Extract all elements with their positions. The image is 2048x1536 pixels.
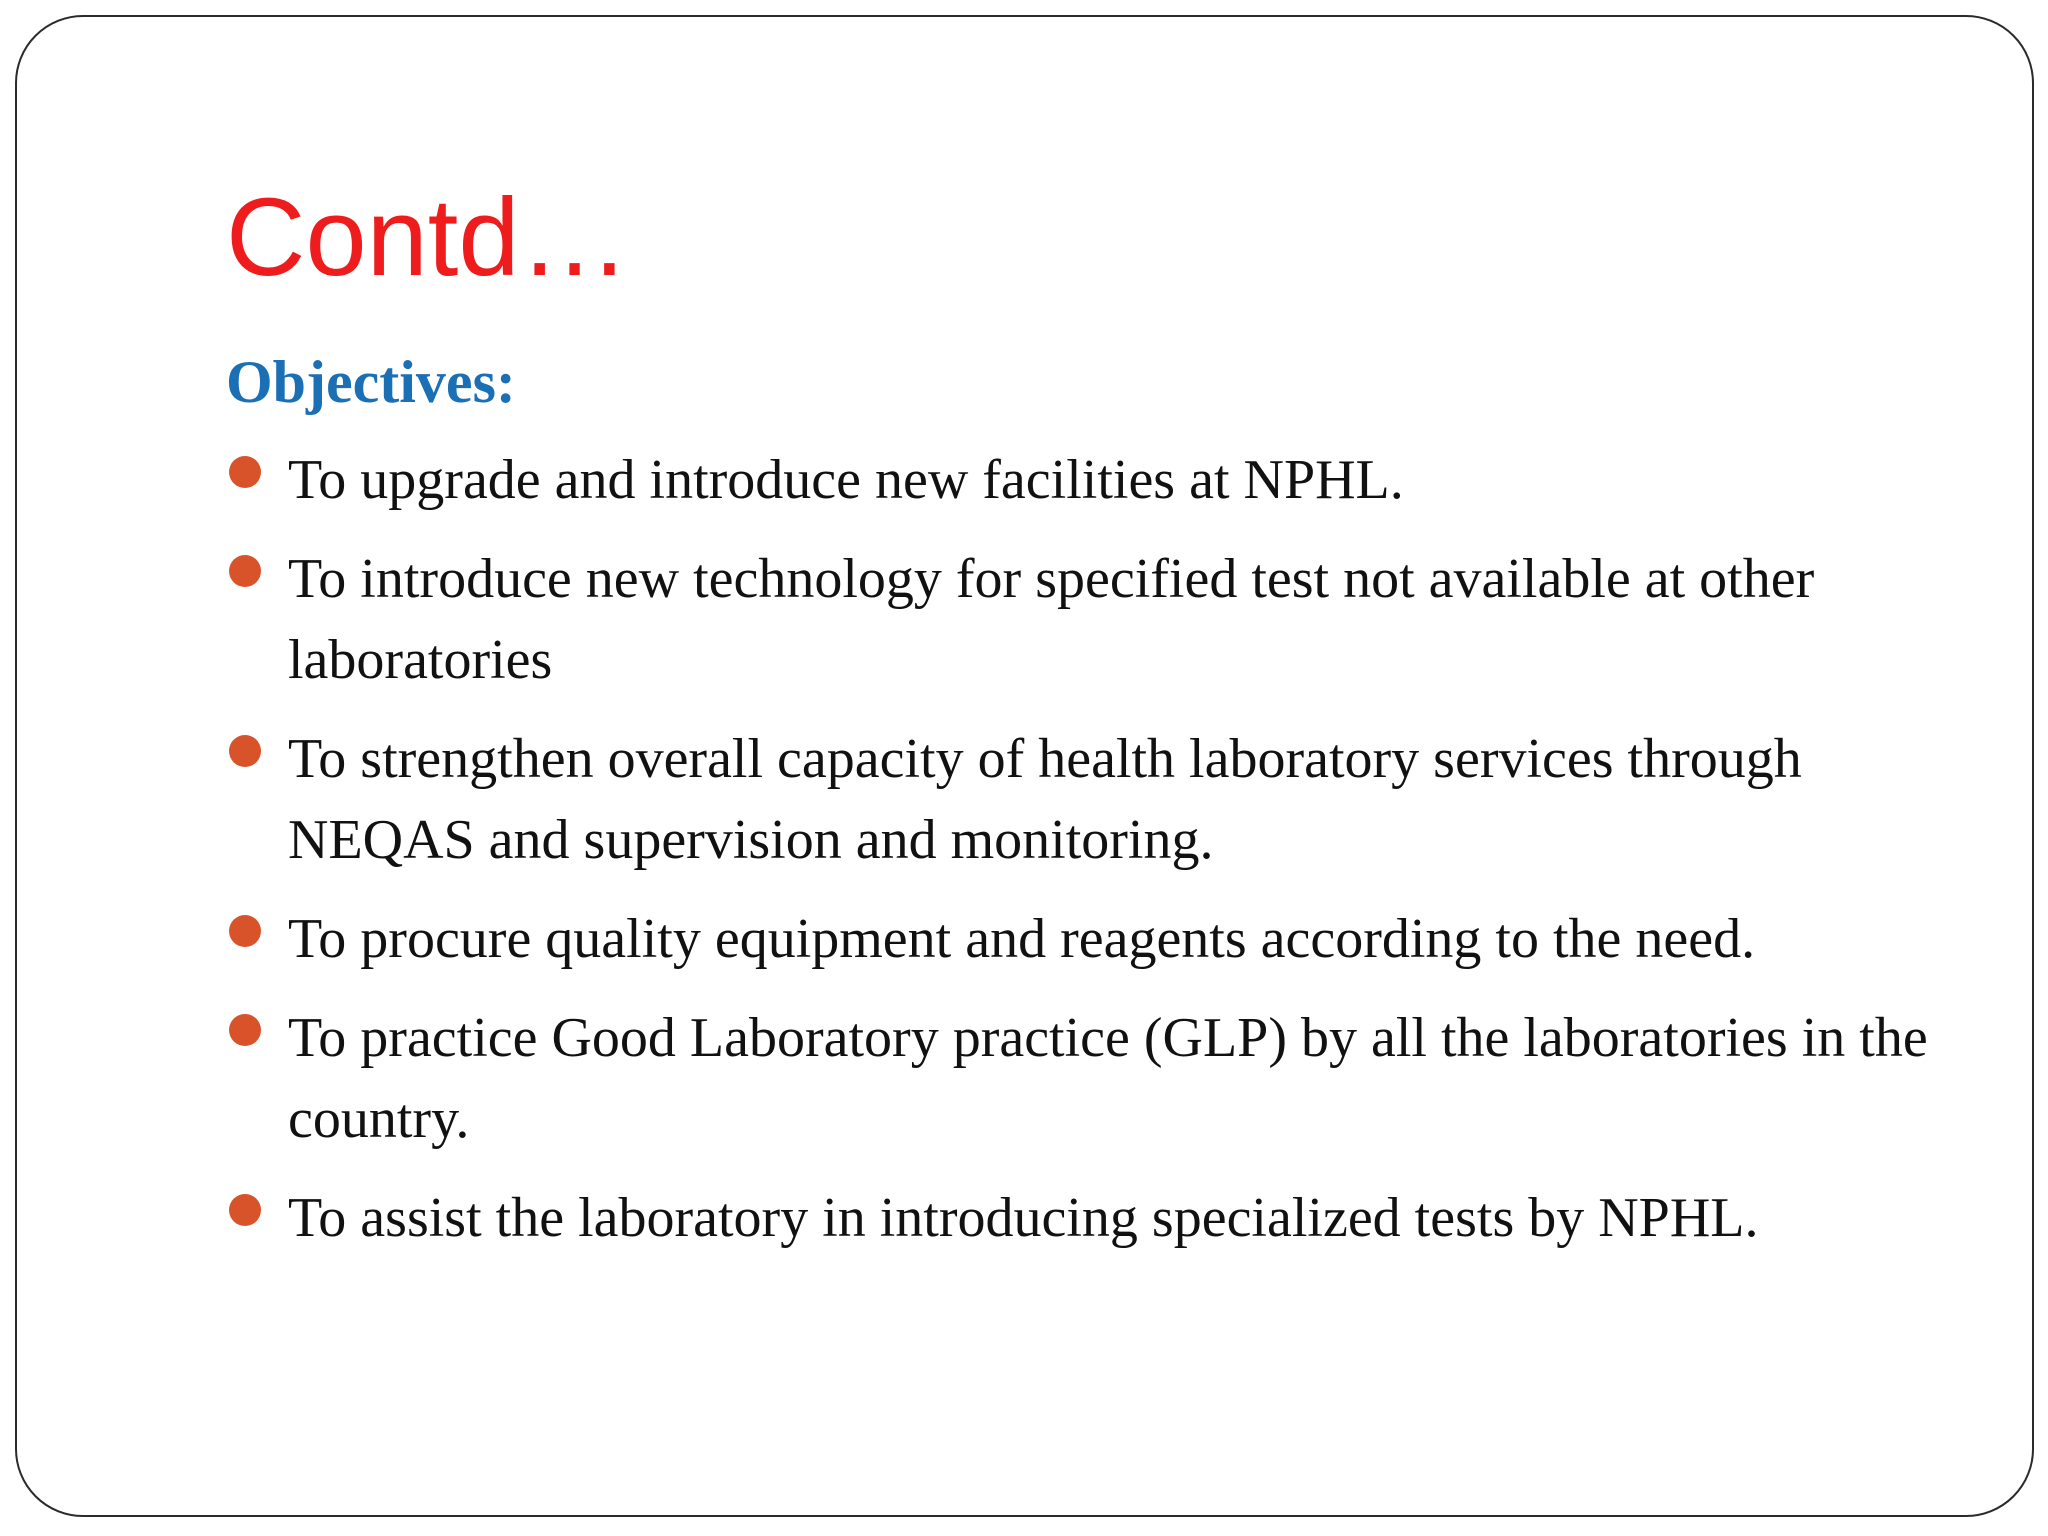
bullet-dot-icon xyxy=(229,735,261,767)
objectives-heading: Objectives: xyxy=(226,349,516,415)
bullet-dot-icon xyxy=(229,1194,261,1226)
bullet-text: To introduce new technology for specified test not available at other laboratories xyxy=(288,548,1815,691)
list-item xyxy=(226,899,1986,980)
bullet-dot-icon xyxy=(229,1014,261,1046)
bullet-dot-icon xyxy=(229,555,261,587)
bullet-text: To upgrade and introduce new facilities at NPHL. xyxy=(288,449,1404,511)
slide-title: Contd… xyxy=(226,176,630,299)
objectives-list xyxy=(226,440,1986,1277)
bullet-dot-icon xyxy=(229,915,261,947)
bullet-text: To strengthen overall capacity of health laboratory services through NEQAS and supervision and monitoring. xyxy=(288,728,1802,871)
bullet-text: To assist the laboratory in introducing specialized tests by NPHL. xyxy=(288,1187,1759,1249)
list-item xyxy=(226,539,1986,701)
bullet-text: To practice Good Laboratory practice (GLP) by all the laboratories in the country. xyxy=(288,1007,1928,1150)
list-item xyxy=(226,1178,1986,1259)
list-item xyxy=(226,440,1986,521)
bullet-dot-icon xyxy=(229,456,261,488)
bullet-text: To procure quality equipment and reagents according to the need. xyxy=(288,908,1756,970)
list-item xyxy=(226,998,1986,1160)
list-item xyxy=(226,719,1986,881)
